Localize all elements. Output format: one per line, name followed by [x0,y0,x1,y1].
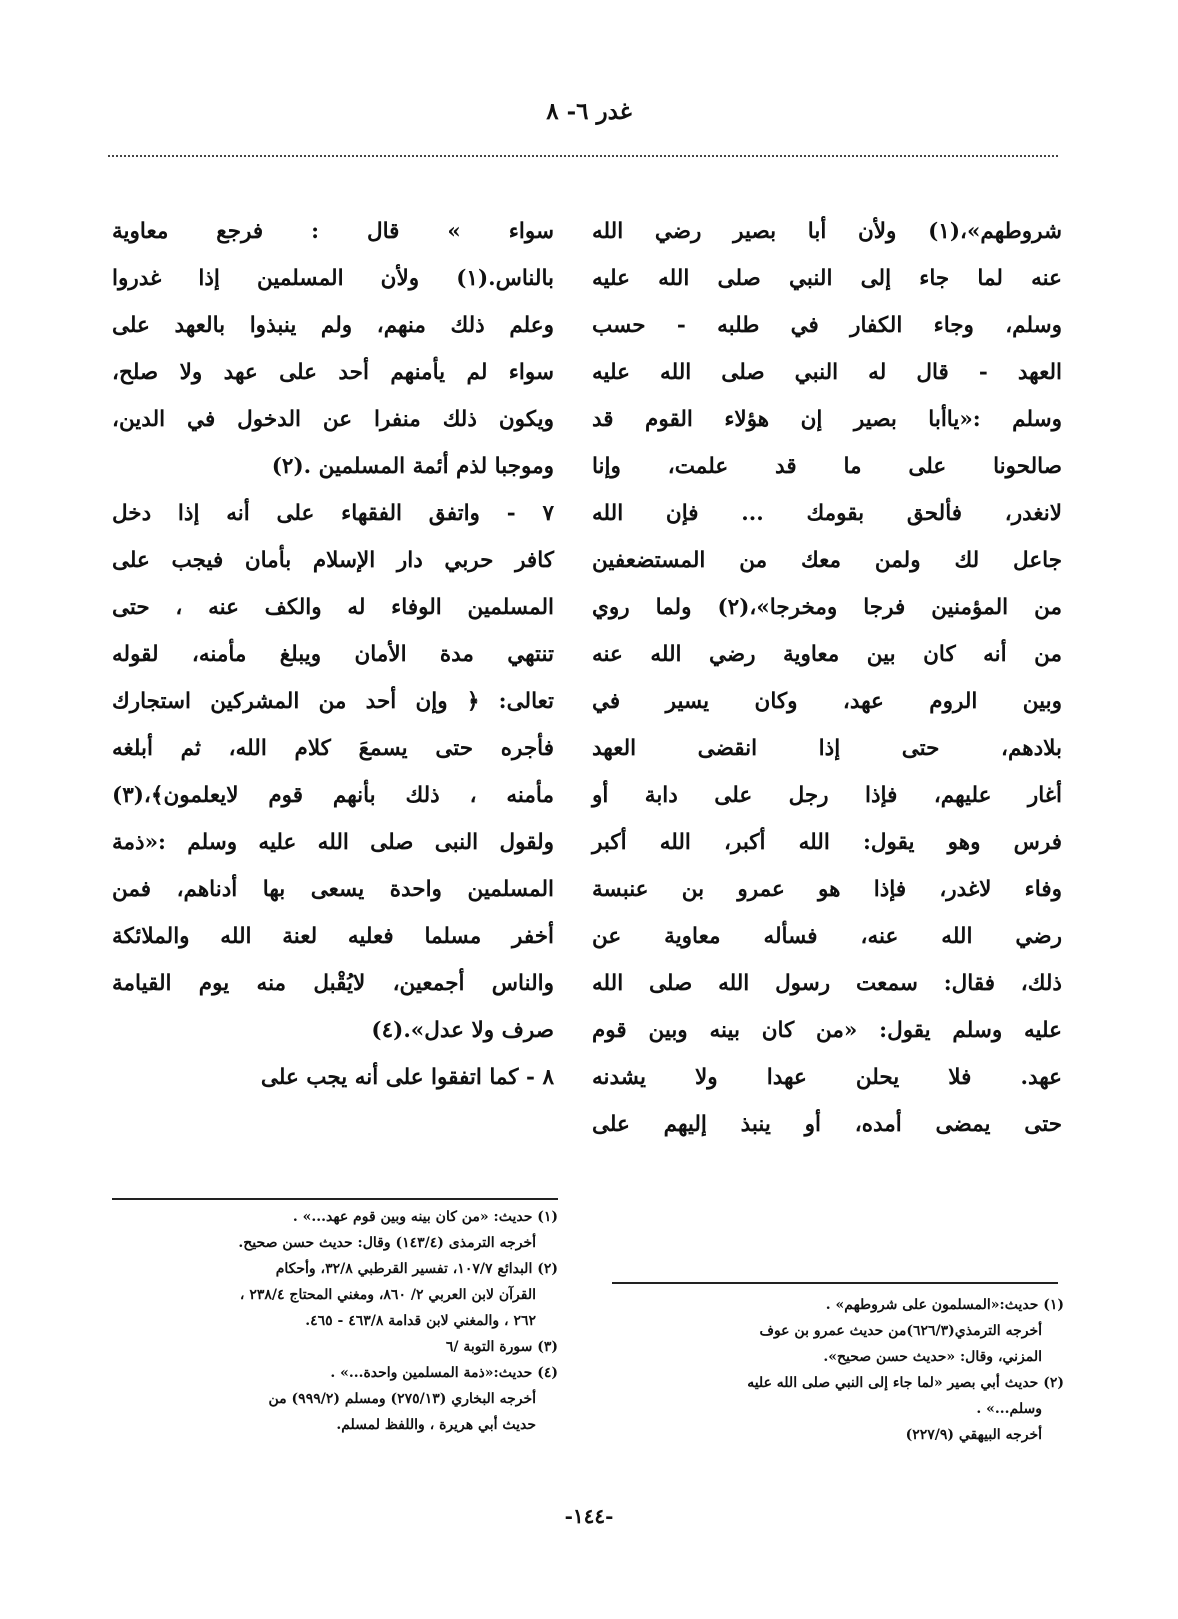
footnote-line: (٤) حديث:«ذمة المسلمين واحدة...» . [330,1365,558,1381]
text-line: عليه وسلم يقول: «من كان بينه وبين قوم [592,1018,1062,1043]
right-footnote-divider [612,1282,1058,1284]
text-line: فرس وهو يقول: الله أكبر، الله أكبر [592,830,1062,855]
text-line: عنه لما جاء إلى النبي صلى الله عليه [592,266,1062,291]
left-text-column [112,208,554,1101]
text-line: مأمنه ، ذلك بأنهم قوم لايعلمون﴾،(٣) [112,783,554,808]
text-line: عهد. فلا يحلن عهدا ولا يشدنه [592,1065,1062,1090]
text-line: ويكون ذلك منفرا عن الدخول في الدين، [112,407,554,432]
left-footnotes [112,1204,558,1438]
text-line: أغار عليهم، فإذا رجل على دابة أو [592,783,1062,808]
footnote-line: ٢٦٢ ، والمغني لابن قدامة ٤٦٣/٨ - ٤٦٥. [305,1313,536,1329]
footnote-line: أخرجه البخاري (٢٧٥/١٣) ومسلم (٩٩٩/٢) من [268,1391,536,1407]
right-text-column [592,208,1062,1148]
footnote-line: حديث أبي هريرة ، واللفظ لمسلم. [336,1417,536,1433]
text-line: شروطهم»،(١) ولأن أبا بصير رضي الله [592,219,1062,244]
text-line: حتى يمضى أمده، أو ينبذ إليهم على [592,1112,1062,1137]
text-line: العهد - قال له النبي صلى الله عليه [592,360,1062,385]
footnote-line: القرآن لابن العربي ٢/ ٨٦٠، ومغني المحتاج ٢٣٨/٤ ، [239,1287,536,1303]
footnote-line: وسلم...» . [976,1401,1042,1417]
text-line: ولقول النبى صلى الله عليه وسلم :«ذمة [112,830,554,855]
text-line: سواء » قال : فرجع معاوية [112,219,554,244]
header-dotted-divider [108,155,1058,157]
text-line: والناس أجمعين، لايُقْبل منه يوم القيامة [112,971,554,996]
text-line: المسلمين الوفاء له والكف عنه ، حتى [112,595,554,620]
text-line: وبين الروم عهد، وكان يسير في [592,689,1062,714]
text-line: وفاء لاغدر، فإذا هو عمرو بن عنبسة [592,877,1062,902]
text-line: فأجره حتى يسمعَ كلام الله، ثم أبلغه [112,736,554,761]
text-line: رضي الله عنه، فسأله معاوية عن [592,924,1062,949]
footnote-line: أخرجه الترمذي(٦٢٦/٣)من حديث عمرو بن عوف [759,1323,1042,1339]
text-line: بلادهم، حتى إذا انقضى العهد [592,736,1062,761]
footnote-line: (١) حديث: «من كان بينه وبين قوم عهد...» . [292,1209,558,1225]
text-line: تعالى: ﴿ وإن أحد من المشركين استجارك [112,689,554,714]
text-line: جاعل لك ولمن معك من المستضعفين [592,548,1062,573]
page-number: -١٤٤- [564,1504,614,1528]
left-footnote-divider [112,1198,558,1200]
text-line: كافر حربي دار الإسلام بأمان فيجب على [112,548,554,573]
text-line: صالحونا على ما قد علمت، وإنا [592,454,1062,479]
text-line: بالناس.(١) ولأن المسلمين إذا غدروا [112,266,554,291]
footnote-line: (٢) البدائع ١٠٧/٧، تفسير القرطبي ٣٢/٨، وأحكام [275,1261,558,1277]
text-line: ذلك، فقال: سمعت رسول الله صلى الله [592,971,1062,996]
text-line: صرف ولا عدل».(٤) [371,1018,554,1043]
text-line: وسلم، وجاء الكفار في طلبه - حسب [592,313,1062,338]
text-line: وعلم ذلك منهم، ولم ينبذوا بالعهد على [112,313,554,338]
text-line: من المؤمنين فرجا ومخرجا»،(٢) ولما روي [592,595,1062,620]
footnote-line: أخرجه الترمذى (١٤٣/٤) وقال: حديث حسن صحيح. [238,1235,536,1251]
text-line: من أنه كان بين معاوية رضي الله عنه [592,642,1062,667]
footnote-line: (٣) سورة التوبة /٦ [445,1339,558,1355]
page-header-title: غدر ٦- ٨ [546,98,632,125]
right-footnotes [612,1292,1064,1448]
text-line: المسلمين واحدة يسعى بها أدناهم، فمن [112,877,554,902]
footnote-line: (٢) حديث أبي بصير «لما جاء إلى النبي صلى الله عليه [747,1375,1064,1391]
text-line: لانغدر، فألحق بقومك ... فإن الله [592,501,1062,526]
text-line: تنتهي مدة الأمان ويبلغ مأمنه، لقوله [112,642,554,667]
text-line: ٨ - كما اتفقوا على أنه يجب على [260,1065,554,1090]
footnote-line: (١) حديث:«المسلمون على شروطهم» . [825,1297,1064,1313]
text-line: وموجبا لذم أئمة المسلمين .(٢) [271,454,554,479]
text-line: أخفر مسلما فعليه لعنة الله والملائكة [112,924,554,949]
text-line: وسلم :«ياأبا بصير إن هؤلاء القوم قد [592,407,1062,432]
text-line: سواء لم يأمنهم أحد على عهد ولا صلح، [112,360,554,385]
footnote-line: المزني، وقال: «حديث حسن صحيح». [823,1349,1042,1365]
footnote-line: أخرجه البيهقي (٢٢٧/٩) [905,1427,1042,1443]
text-line: ٧ - واتفق الفقهاء على أنه إذا دخل [112,501,554,526]
